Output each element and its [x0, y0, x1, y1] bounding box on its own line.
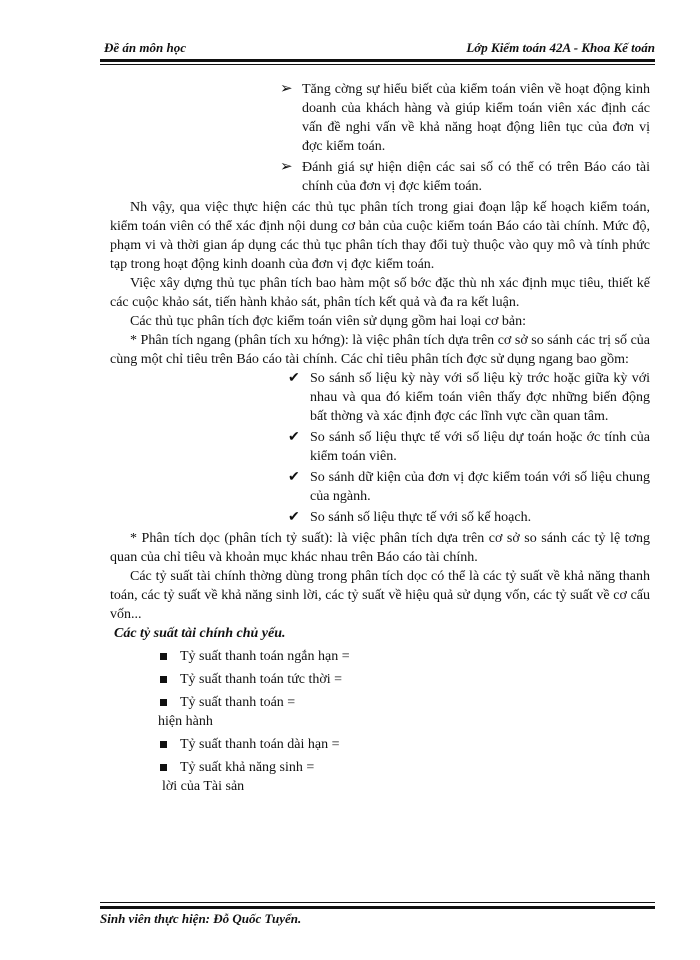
ratio-label: Tỷ suất khả năng sinh =	[180, 760, 315, 775]
checkmark-icon: ✔	[288, 371, 300, 386]
square-bullet-icon	[160, 653, 167, 660]
list-item	[158, 693, 650, 731]
page-header	[100, 40, 655, 58]
list-item-text: Tăng cờng sự hiểu biết của kiểm toán viên về hoạt động kinh doanh của khách hàng và giúp kiểm toán viên xác định các vấn đề nghi vấn về khả năng hoạt động liên tục của đơn vị đợc kiểm toán.	[302, 82, 650, 154]
arrow-bullet-icon: ➢	[280, 81, 293, 97]
ratio-label-continuation: hiện hành	[158, 714, 213, 729]
list-item	[280, 158, 650, 196]
paragraph-scope: Nh vậy, qua việc thực hiện các thủ tục phân tích trong giai đoạn lập kế hoạch kiểm toán, kiểm toán viên có thể xác định nội dung cơ bản của cuộc kiểm toán Báo cáo tài chính. Mức độ, phạm vi và thời gian áp dụng các thủ tục phân tích thay đổi tuỳ thuộc vào quy mô và tính phức tạp trong hoạt động kinh doanh của đơn vị đợc kiểm toán.	[110, 200, 650, 272]
header-rule-thick	[100, 59, 655, 62]
list-item-text: So sánh số liệu thực tế với số liệu dự toán hoặc ớc tính của kiểm toán viên.	[310, 430, 650, 464]
checkmark-icon: ✔	[288, 510, 300, 525]
list-item	[158, 647, 650, 666]
list-item-text: So sánh số liệu thực tế với số kế hoạch.	[310, 510, 532, 525]
arrow-bullet-icon: ➢	[280, 159, 293, 175]
footer-rule-thick	[100, 906, 655, 909]
arrow-bullet-list	[280, 80, 650, 196]
ratio-label: Tỷ suất thanh toán =	[180, 695, 296, 710]
ratio-label: Tỷ suất thanh toán ngắn hạn =	[180, 649, 350, 664]
square-bullet-icon	[160, 741, 167, 748]
list-item-text: So sánh dữ kiện của đơn vị đợc kiểm toán với số liệu chung của ngành.	[310, 470, 650, 504]
header-course-title: Đề án môn học	[104, 40, 186, 55]
list-item	[286, 508, 650, 527]
list-item	[280, 80, 650, 156]
list-item	[286, 369, 650, 426]
list-item	[158, 758, 650, 796]
document-body	[110, 80, 650, 800]
check-bullet-list	[286, 369, 650, 527]
ratio-label: Tỷ suất thanh toán tức thời =	[180, 672, 343, 687]
ratio-label: Tỷ suất thanh toán dài hạn =	[180, 737, 340, 752]
list-item	[158, 735, 650, 754]
paragraph-steps: Việc xây dựng thủ tục phân tích bao hàm một số bớc đặc thù nh xác định mục tiêu, thiết kế các cuộc khảo sát, tiến hành khảo sát, phân tích kết quả và đa ra kết luận.	[110, 276, 650, 310]
list-item-text: So sánh số liệu kỳ này với số liệu kỳ trớc hoặc giữa kỳ với nhau và qua đó kiểm toán viên thấy đợc những biến động bất thờng và xác định đợc các lĩnh vực cần quan tâm.	[310, 371, 650, 424]
checkmark-icon: ✔	[288, 470, 300, 485]
ratio-section-heading: Các tỷ suất tài chính chủ yếu.	[114, 626, 286, 641]
square-bullet-icon	[160, 764, 167, 771]
header-rule-thin	[100, 64, 655, 65]
paragraph-ratio-types: Các tỷ suất tài chính thờng dùng trong phân tích dọc có thể là các tỷ suất về khả năng thanh toán, các tỷ suất về khả năng sinh lời, các tỷ suất về hiệu quả sử dụng vốn, các tỷ suất về cơ cấu vốn...	[110, 569, 650, 622]
square-bullet-icon	[160, 699, 167, 706]
header-class-faculty: Lớp Kiểm toán 42A - Khoa Kế toán	[466, 40, 655, 55]
ratio-list	[158, 647, 650, 796]
paragraph-vertical-analysis: * Phân tích dọc (phân tích tỷ suất): là việc phân tích dựa trên cơ sở so sánh các tỷ lệ tơng quan của chỉ tiêu và khoản mục khác nhau trên Báo cáo tài chính.	[110, 531, 650, 565]
ratio-label-continuation: lời của Tài sản	[162, 779, 245, 794]
list-item	[158, 670, 650, 689]
list-item	[286, 468, 650, 506]
square-bullet-icon	[160, 676, 167, 683]
checkmark-icon: ✔	[288, 430, 300, 445]
list-item-text: Đánh giá sự hiện diện các sai số có thể có trên Báo cáo tài chính của đơn vị đợc kiểm toán.	[302, 160, 650, 194]
paragraph-horizontal-analysis: * Phân tích ngang (phân tích xu hớng): là việc phân tích dựa trên cơ sở so sánh các trị số của cùng một chỉ tiêu trên Báo cáo tài chính. Các chỉ tiêu phân tích đợc sử dụng ngang bao gồm:	[110, 333, 650, 367]
page-footer: Sinh viên thực hiện: Đỗ Quốc Tuyển.	[100, 911, 302, 926]
list-item	[286, 428, 650, 466]
paragraph-procedure-types: Các thủ tục phân tích đợc kiểm toán viên sử dụng gồm hai loại cơ bản:	[130, 314, 527, 329]
footer-rule-thin	[100, 902, 655, 903]
